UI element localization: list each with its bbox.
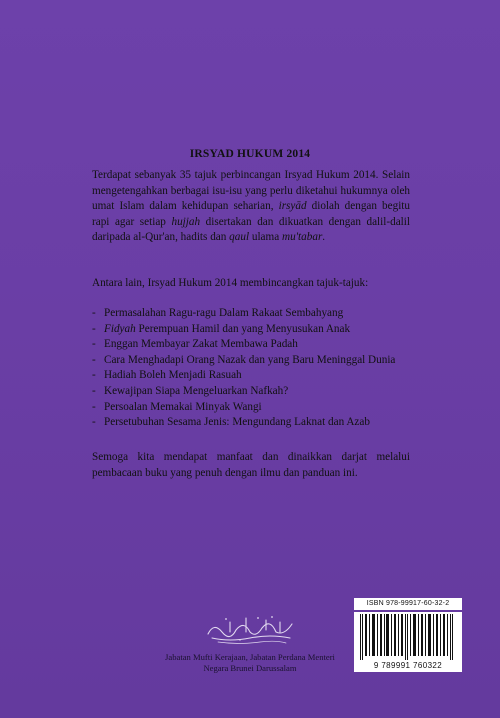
topic-text: Permasalahan Ragu-ragu Dalam Rakaat Sembahyang xyxy=(104,307,344,319)
intro-text-d: ulama xyxy=(249,231,282,244)
list-item xyxy=(92,337,412,353)
list-item xyxy=(92,415,412,431)
term-hujjah: hujjah xyxy=(171,215,201,228)
intro-paragraph xyxy=(92,168,410,246)
closing-paragraph: Semoga kita mendapat manfaat dan dinaikkan darjat melalui pembacaan buku yang penuh dengan ilmu dan panduan ini. xyxy=(92,451,410,479)
topic-italic: Fidyah xyxy=(104,322,136,335)
list-item xyxy=(92,384,412,400)
publisher-line2: Negara Brunei Darussalam xyxy=(203,663,297,673)
topic-text: Perempuan Hamil dan yang Menyusukan Anak xyxy=(135,322,351,335)
cover-title: IRSYAD HUKUM 2014 xyxy=(189,148,311,160)
arabic-calligraphy-logo xyxy=(200,612,300,646)
topic-text: Kewajipan Siapa Mengeluarkan Nafkah? xyxy=(104,384,289,397)
list-item xyxy=(92,400,412,416)
isbn-label: ISBN 978-99917-60-32-2 xyxy=(354,598,462,610)
topic-text: Cara Menghadapi Orang Nazak dan yang Baru Meninggal Dunia xyxy=(104,353,396,366)
list-item xyxy=(92,353,412,369)
term-qaul: qaul xyxy=(229,231,250,244)
list-item xyxy=(92,322,412,338)
list-item xyxy=(92,306,412,322)
topic-text: Persetubuhan Sesama Jenis: Mengundang Laknat dan Azab xyxy=(104,416,370,429)
term-mutabar: mu'tabar xyxy=(281,231,323,244)
topics-list xyxy=(92,306,412,431)
topic-text: Hadiah Boleh Menjadi Rasuah xyxy=(104,369,242,382)
publisher-logo xyxy=(200,612,300,646)
publisher-name xyxy=(130,652,370,674)
intro-text-c: disertakan dan dikuatkan dengan dalil-dalil daripada al-Qur'an, hadits dan xyxy=(92,215,410,244)
barcode xyxy=(354,612,462,672)
topic-text: Persoalan Memakai Minyak Wangi xyxy=(104,400,262,413)
publisher-line1: Jabatan Mufti Kerajaan, Jabatan Perdana Menteri xyxy=(165,652,335,662)
intro-text-b: diolah dengan begitu rapi agar setiap xyxy=(92,200,411,228)
intro-text-a: Terdapat sebanyak 35 tajuk perbincangan Irsyad Hukum 2014. Selain mengetengahkan berbagai isu-isu yang perlu diketahui hukumnya oleh umat Islam dalam kehidupan seharian, xyxy=(92,169,410,213)
list-item xyxy=(92,368,412,384)
topics-intro: Antara lain, Irsyad Hukum 2014 membincangkan tajuk-tajuk: xyxy=(92,277,369,289)
topic-text: Enggan Membayar Zakat Membawa Padah xyxy=(104,338,298,351)
barcode-bars xyxy=(358,614,458,660)
intro-text-e: . xyxy=(322,231,326,244)
barcode-digits: 9 789991 760322 xyxy=(373,661,443,670)
term-irsyad: irsyād xyxy=(278,200,307,213)
